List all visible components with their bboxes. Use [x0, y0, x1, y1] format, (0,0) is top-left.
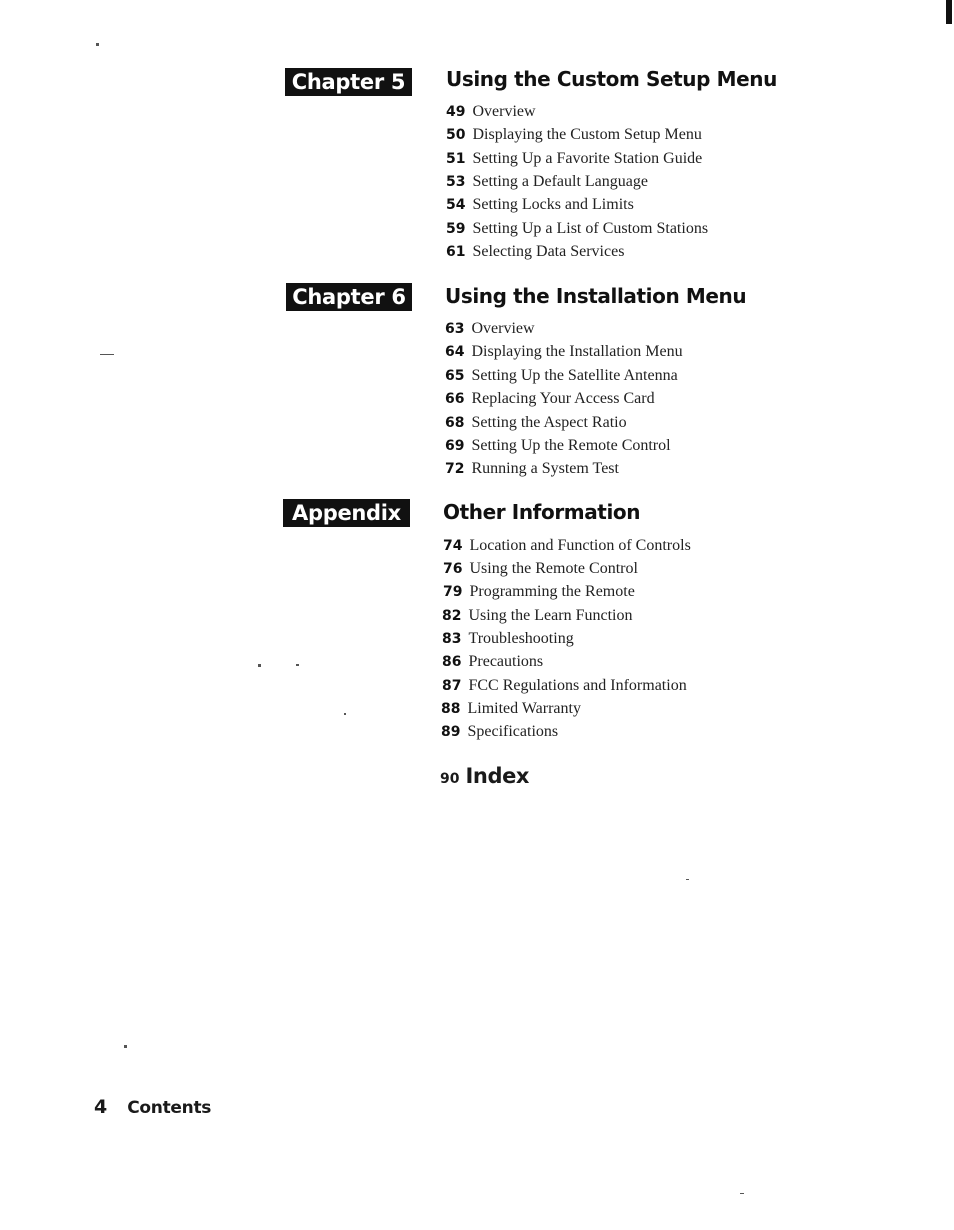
entry-title: Programming the Remote [469, 583, 635, 600]
entry-title: Setting a Default Language [472, 173, 648, 190]
toc-entry[interactable] [442, 605, 632, 627]
entry-title: Specifications [467, 723, 559, 740]
toc-entry[interactable] [445, 365, 678, 387]
footer-label: Contents [127, 1098, 212, 1118]
toc-entry[interactable] [443, 581, 635, 603]
chapter-tab: Chapter 5 [285, 68, 412, 96]
entry-title: Setting Up the Remote Control [471, 437, 671, 454]
scan-speck [686, 879, 689, 880]
toc-entry[interactable] [445, 388, 655, 410]
page-number: 83 [442, 631, 462, 647]
page-number: 54 [446, 197, 466, 213]
page-number: 51 [446, 151, 466, 167]
page-number: 72 [445, 461, 465, 477]
entry-title: Displaying the Installation Menu [471, 343, 683, 360]
page-number: 53 [446, 174, 466, 190]
section-title: Using the Installation Menu [445, 284, 747, 308]
page-number: 90 [440, 771, 460, 787]
page-number: 74 [443, 538, 463, 554]
section-title: Using the Custom Setup Menu [446, 67, 777, 91]
toc-entry[interactable] [443, 535, 691, 557]
toc-entry[interactable] [442, 675, 687, 697]
section-title: Other Information [443, 500, 641, 524]
toc-entry[interactable] [446, 148, 702, 170]
toc-entry[interactable] [445, 458, 619, 480]
scan-speck [124, 1045, 127, 1048]
page-number: 68 [445, 415, 465, 431]
entry-title: Limited Warranty [467, 700, 581, 717]
page-number: 49 [446, 104, 466, 120]
entry-title: Overview [471, 320, 535, 337]
entry-title: Troubleshooting [468, 630, 574, 647]
page-number: 66 [445, 391, 465, 407]
entry-title: Setting Up a List of Custom Stations [472, 220, 709, 237]
toc-entry[interactable] [441, 698, 581, 720]
page-number: 65 [445, 368, 465, 384]
scan-speck [258, 664, 261, 667]
page-number: 50 [446, 127, 466, 143]
footer-page-number: 4 [94, 1096, 108, 1118]
toc-entry[interactable] [445, 412, 627, 434]
page-number: 59 [446, 221, 466, 237]
page-number: 76 [443, 561, 463, 577]
scan-speck [296, 664, 299, 666]
page-footer [94, 1096, 211, 1118]
page-number: 82 [442, 608, 462, 624]
toc-entry[interactable] [445, 435, 671, 457]
scan-speck [100, 354, 114, 355]
entry-title: Overview [472, 103, 536, 120]
entry-title: Location and Function of Controls [469, 537, 691, 554]
entry-title: Precautions [468, 653, 544, 670]
chapter-tab: Chapter 6 [286, 283, 412, 311]
scan-speck [740, 1193, 744, 1194]
toc-entry[interactable] [446, 218, 708, 240]
entry-title: FCC Regulations and Information [468, 677, 687, 694]
toc-entry[interactable] [445, 318, 535, 340]
entry-title: Setting the Aspect Ratio [471, 414, 627, 431]
toc-entry[interactable] [446, 241, 624, 263]
toc-entry[interactable] [446, 171, 648, 193]
entry-title: Setting Up the Satellite Antenna [471, 367, 678, 384]
toc-entry[interactable] [443, 558, 638, 580]
entry-title: Displaying the Custom Setup Menu [472, 126, 702, 143]
page-number: 69 [445, 438, 465, 454]
page-number: 86 [442, 654, 462, 670]
toc-entry[interactable] [442, 651, 543, 673]
toc-entry[interactable] [442, 628, 574, 650]
page-number: 63 [445, 321, 465, 337]
toc-entry[interactable] [446, 194, 634, 216]
toc-entry[interactable] [446, 101, 536, 123]
page-edge-mark [946, 0, 952, 24]
index-title: Index [465, 764, 530, 788]
entry-title: Using the Learn Function [468, 607, 633, 624]
chapter-tab: Appendix [283, 499, 410, 527]
page-number: 61 [446, 244, 466, 260]
entry-title: Running a System Test [471, 460, 619, 477]
entry-title: Using the Remote Control [469, 560, 638, 577]
page-number: 89 [441, 724, 461, 740]
page-number: 79 [443, 584, 463, 600]
scan-speck [96, 43, 99, 46]
page-number: 64 [445, 344, 465, 360]
entry-title: Selecting Data Services [472, 243, 625, 260]
page-number: 88 [441, 701, 461, 717]
toc-entry-index[interactable] [440, 764, 529, 788]
toc-entry[interactable] [446, 124, 702, 146]
entry-title: Setting Locks and Limits [472, 196, 634, 213]
toc-entry[interactable] [441, 721, 558, 743]
scan-speck [344, 713, 346, 715]
toc-entry[interactable] [445, 341, 683, 363]
page-number: 87 [442, 678, 462, 694]
entry-title: Setting Up a Favorite Station Guide [472, 150, 703, 167]
entry-title: Replacing Your Access Card [471, 390, 655, 407]
